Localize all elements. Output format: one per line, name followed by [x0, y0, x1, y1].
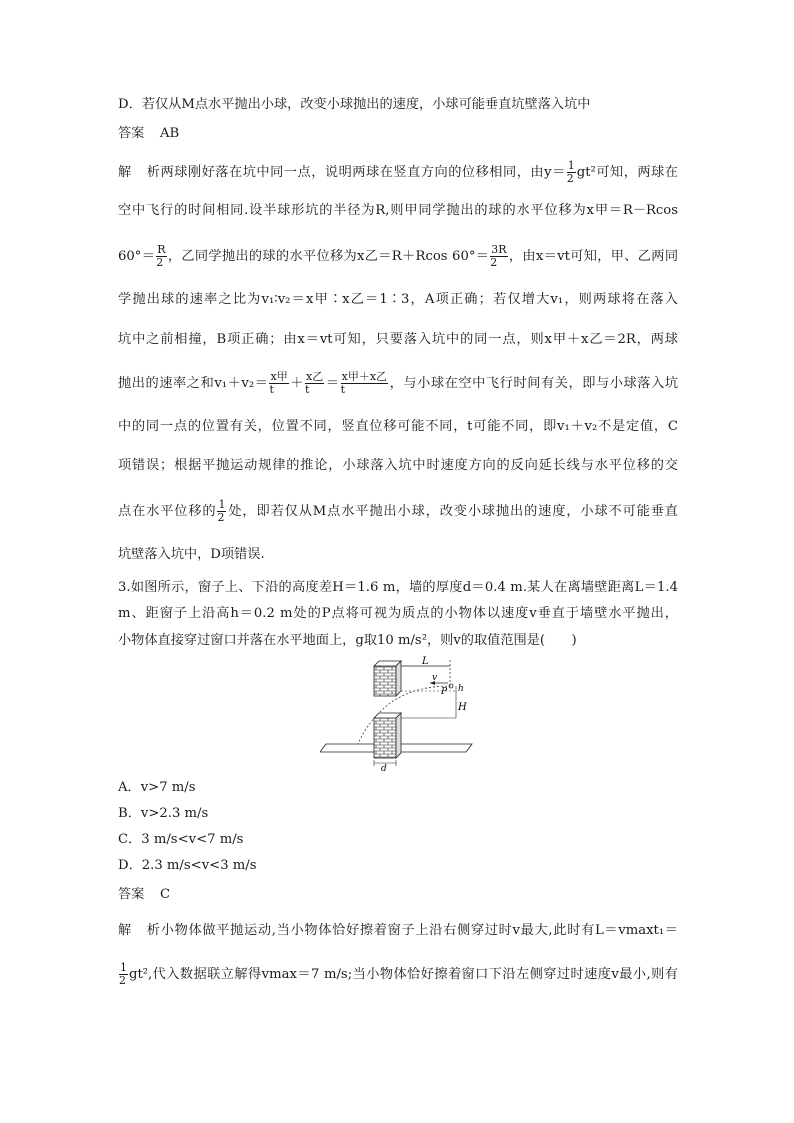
analysis-line-9: 点在水平位移的 $\frac{1}{2}$ 处，即若仅从M点水平抛出小球，改变小球抛出的速度，小球不可能垂直: [118, 498, 678, 524]
label-v: v: [432, 673, 438, 683]
label-h: h: [458, 684, 464, 694]
analysis-line-1: 解析两球刚好落在坑中同一点，说明两球在竖直方向的位移相同，由y＝ $\frac{1}{2}$ gt²可知，两球在: [118, 159, 678, 185]
fraction: $\frac{\text{x甲}}{t}$: [269, 370, 288, 396]
analysis-line-4: 学抛出球的速率之比为v₁∶v₂＝x甲∶x乙＝1∶3，A项正确；若仅增大v₁，则两球将在落入: [118, 292, 678, 307]
q3-analysis-line-2: $\frac{1}{2}$ gt²,代入数据联立解得vmax＝7 m/s;当小物体恰好擦着窗口下沿左侧穿过时速度v最小,则有: [119, 961, 678, 987]
option-d-q2: D．若仅从M点水平抛出小球，改变小球抛出的速度，小球可能垂直坑壁落入坑中: [118, 97, 591, 112]
fraction: $\frac{1}{2}$: [119, 961, 127, 987]
q3-option-a: A．v>7 m/s: [118, 780, 196, 795]
q3-analysis-line-1: 解析小物体做平抛运动,当小物体恰好擦着窗子上沿右侧穿过时v最大,此时有L＝vmaxt₁＝: [118, 921, 678, 941]
label-d: d: [381, 764, 387, 772]
answer-row-q2: [118, 124, 678, 144]
label-P: P: [441, 687, 448, 697]
answer-value: AB: [160, 126, 180, 141]
q3-option-c: C．3 m/s<v<7 m/s: [118, 832, 244, 847]
q3-figure: [320, 652, 480, 772]
analysis-line-8: 项错误；根据平抛运动规律的推论，小球落入坑中时速度方向的反向延长线与水平位移的交: [118, 458, 678, 473]
q3-option-b: B．v>2.3 m/s: [118, 806, 209, 821]
q3-stem-1: 3.如图所示，窗子上、下沿的高度差H＝1.6 m，墙的厚度d＝0.4 m.某人在离墙壁距离L＝1.4: [118, 580, 678, 595]
lower-wall: [374, 718, 396, 758]
label-L: L: [422, 656, 429, 667]
answer-row-q3: [118, 885, 678, 905]
label-H: H: [458, 702, 467, 713]
analysis-line-6: 抛出的速率之和v₁＋v₂＝ $\frac{\text{x甲}}{t}$ ＋ $\frac{\text{x乙}}{t}$ ＝ $\frac{\text{x甲＋x乙}}{t}$ ，与小球在空中飞行时间有关，即与小球落入坑: [118, 370, 679, 396]
analysis-line-2: 空中飞行的时间相同.设半球形坑的半径为R,则甲同学抛出的球的水平位移为x甲＝R－Rcos: [118, 203, 678, 218]
fraction: $\frac{1}{2}$: [566, 159, 575, 185]
analysis-line-3: 60°＝ $\frac{R}{2}$ ，乙同学抛出的球的水平位移为x乙＝R＋Rcos 60°＝ $\frac{3R}{2}$ ，由x＝vt可知，甲、乙两同: [118, 243, 679, 269]
upper-wall: [374, 666, 396, 696]
analysis-line-7: 中的同一点的位置有关，位置不同，竖直位移可能不同，t可能不同，即v₁＋v₂不是定值，C: [118, 419, 678, 434]
analysis-label: 解析: [118, 165, 160, 180]
answer-label: 答案: [118, 887, 145, 902]
fraction: $\frac{3R}{2}$: [490, 243, 507, 269]
q3-stem-3: 小物体直接穿过窗口并落在水平地面上，g取10 m/s²，则v的取值范围是( ): [118, 633, 577, 648]
answer-value: C: [160, 887, 171, 902]
fraction: $\frac{\text{x甲＋x乙}}{t}$: [340, 370, 388, 396]
analysis-line-10: 坑壁落入坑中，D项错误.: [118, 547, 265, 562]
fraction: $\frac{1}{2}$: [217, 498, 226, 524]
q3-stem-2: m、距窗子上沿高h＝0.2 m处的P点将可视为质点的小物体以速度v垂直于墙壁水平抛出，: [118, 606, 678, 621]
answer-label: 答案: [118, 126, 145, 141]
analysis-line-5: 坑中之前相撞，B项正确；由x＝vt可知，只要落入坑中的同一点，则x甲＋x乙＝2R，两球: [118, 332, 678, 347]
trajectory: [358, 686, 451, 744]
q3-option-d: D．2.3 m/s<v<3 m/s: [118, 858, 257, 873]
fraction: $\frac{R}{2}$: [156, 243, 166, 269]
fraction: $\frac{\text{x乙}}{t}$: [305, 370, 324, 396]
analysis-label: 解析: [118, 923, 160, 938]
